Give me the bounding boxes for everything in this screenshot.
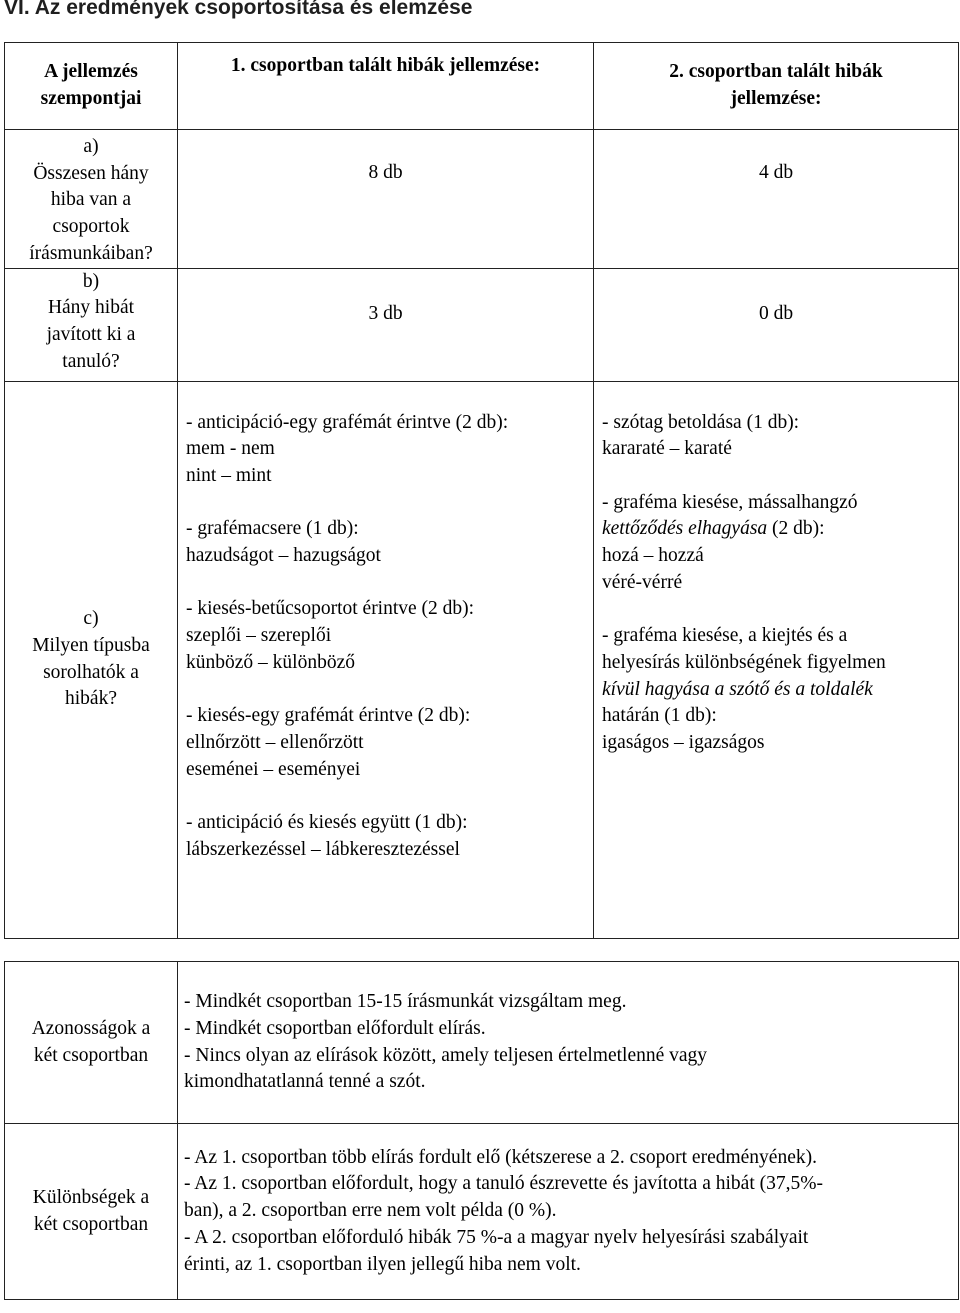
error-type-line: kívül hagyása a szótő és a toldalék xyxy=(602,678,873,700)
error-example: ellnőrzött – ellenőrzött xyxy=(186,731,364,753)
question-line: Milyen típusba xyxy=(32,634,150,656)
error-type-line: - grafémacsere (1 db): xyxy=(186,518,359,540)
error-type-line: - kiesés-betűcsoportot érintve (2 db): xyxy=(186,598,475,620)
similarity-line: kimondhatatlanná tenné a szót. xyxy=(184,1071,426,1093)
question-line: b) xyxy=(82,270,100,292)
label-line: Azonosságok a xyxy=(31,1017,151,1039)
group2-error-types xyxy=(594,381,959,938)
group1-corrected: 3 db xyxy=(178,268,594,381)
error-type-line: - graféma kiesése, a kiejtés és a xyxy=(602,625,848,647)
analysis-table xyxy=(4,42,959,939)
question-line: Hány hibát xyxy=(47,297,135,319)
question-line: javított ki a xyxy=(46,323,136,345)
error-example: kararaté – karaté xyxy=(602,438,732,460)
error-type-line: - anticipáció és kiesés együtt (1 db): xyxy=(186,812,468,833)
group2-corrected: 0 db xyxy=(594,268,959,381)
table-header-row xyxy=(5,43,959,130)
error-example: nint – mint xyxy=(186,464,272,486)
error-type-line: - anticipáció-egy grafémát érintve (2 db): xyxy=(186,411,509,433)
question-c xyxy=(5,381,178,938)
header-line: 1. csoportban talált hibák jellemzése: xyxy=(230,55,541,76)
similarity-line: - Mindkét csoportban 15-15 írásmunkát vizsgáltam meg. xyxy=(184,991,627,1013)
label-line: két csoportban xyxy=(33,1044,149,1066)
error-example: lábszerkezéssel – lábkeresztezéssel xyxy=(186,838,460,860)
question-line: tanuló? xyxy=(62,350,120,372)
similarities-label xyxy=(5,962,178,1124)
error-type-count: (2 db): xyxy=(767,518,825,540)
question-line: sorolhatók a xyxy=(43,661,139,683)
question-line: hibák? xyxy=(65,688,117,710)
error-type-line: - kiesés-egy grafémát érintve (2 db): xyxy=(186,705,471,727)
question-line: csoportok xyxy=(52,216,130,238)
group1-total: 8 db xyxy=(178,130,594,269)
difference-line: - Az 1. csoportban több elírás fordult elő (kétszerese a 2. csoport eredményének). xyxy=(184,1146,817,1168)
error-type-line: határán (1 db): xyxy=(602,705,717,727)
question-line: a) xyxy=(83,136,99,157)
error-type-line: helyesírás különbségének figyelmen xyxy=(602,651,886,673)
label-line: két csoportban xyxy=(33,1213,149,1235)
header-line: szempontjai xyxy=(40,88,142,109)
error-example: künböző – különböző xyxy=(186,651,355,673)
row-corrected-errors xyxy=(5,268,959,381)
difference-line: - Az 1. csoportban előfordult, hogy a tanuló észrevette és javította a hibát (37,5%- xyxy=(184,1173,823,1195)
label-line: Különbségek a xyxy=(32,1186,150,1208)
differences-label xyxy=(5,1124,178,1300)
group2-total: 4 db xyxy=(594,130,959,269)
error-example: hozá – hozzá xyxy=(602,545,704,567)
error-example: mem - nem xyxy=(186,438,275,460)
error-example: véré-vérré xyxy=(602,571,683,593)
question-a xyxy=(5,130,178,269)
page-title: VI. Az eredmények csoportosítása és elemzése xyxy=(4,0,473,19)
header-group2 xyxy=(594,43,959,130)
question-line: írásmunkáiban? xyxy=(29,242,153,264)
error-type-italic: kettőződés elhagyása xyxy=(602,518,768,540)
error-example: igaságos – igazságos xyxy=(602,731,765,753)
error-type-line: - graféma kiesése, mássalhangzó xyxy=(602,491,858,513)
header-criteria xyxy=(5,43,178,130)
error-type-line xyxy=(602,516,958,543)
difference-line: érinti, az 1. csoportban ilyen jellegű hiba nem volt. xyxy=(184,1253,581,1275)
header-line: jellemzése: xyxy=(730,88,822,109)
similarities-row xyxy=(5,962,959,1124)
error-example: szeplői – szereplői xyxy=(186,625,332,647)
question-line: Összesen hány xyxy=(33,162,149,184)
error-type-line: - szótag betoldása (1 db): xyxy=(602,411,800,433)
question-line: hiba van a xyxy=(50,189,132,211)
question-b xyxy=(5,268,178,381)
similarities-text xyxy=(178,962,959,1124)
header-group1 xyxy=(178,43,594,130)
error-example: eseménei – eseményei xyxy=(186,758,361,780)
similarity-line: - Nincs olyan az elírások között, amely teljesen értelmetlenné vagy xyxy=(184,1044,708,1066)
difference-line: - A 2. csoportban előforduló hibák 75 %-a a magyar nyelv helyesírási szabályait xyxy=(184,1226,809,1248)
row-total-errors xyxy=(5,130,959,269)
question-line: c) xyxy=(83,608,99,630)
similarity-line: - Mindkét csoportban előfordult elírás. xyxy=(184,1017,486,1039)
comparison-table xyxy=(4,961,959,1300)
row-error-types xyxy=(5,381,959,938)
header-line: A jellemzés xyxy=(44,61,138,83)
difference-line: ban), a 2. csoportban erre nem volt példa (0 %). xyxy=(184,1200,557,1222)
header-line: 2. csoportban talált hibák xyxy=(669,61,883,83)
group1-error-types xyxy=(178,381,594,938)
error-example: hazudságot – hazugságot xyxy=(186,545,381,567)
differences-text xyxy=(178,1124,959,1300)
differences-row xyxy=(5,1124,959,1300)
